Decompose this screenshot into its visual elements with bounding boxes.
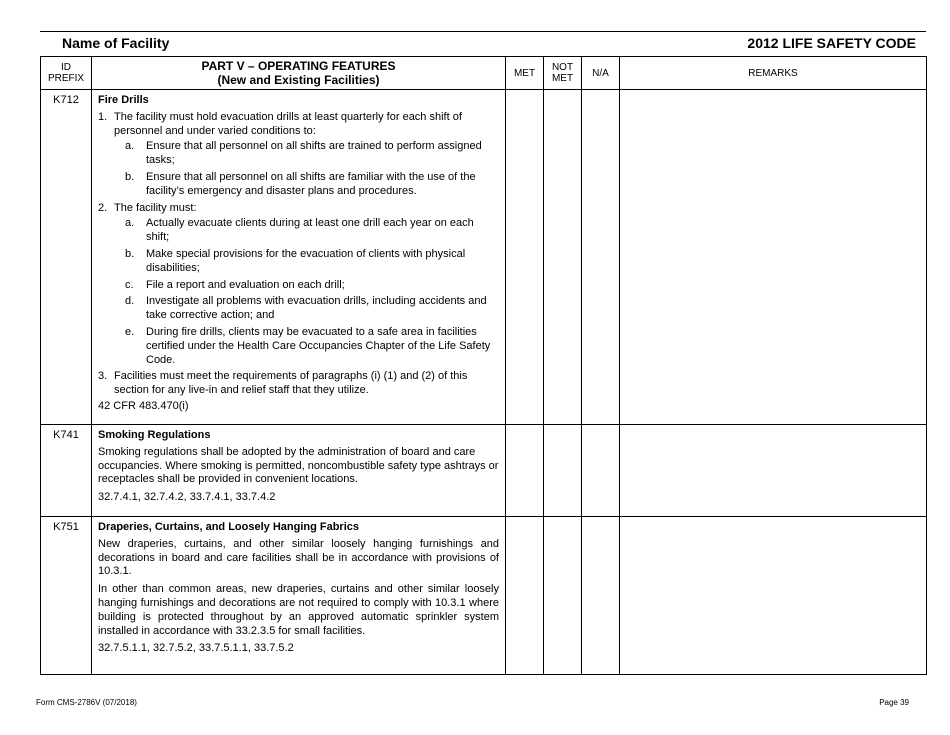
list-item: 2. The facility must: (98, 201, 197, 214)
not-met-cell[interactable] (544, 517, 582, 675)
list-item: 1. The facility must hold evacuation drills at least quarterly for each shift of personnel and under varied conditions to: (98, 110, 462, 137)
id-cell-k712: K712 (41, 90, 92, 425)
header-rule (40, 31, 926, 32)
paragraph: In other than common areas, new draperies, curtains and other similar loosely hanging furnishings and decorations are not required to comply with 10.3.1 where building is protected throughout by an approved automatic sprinkler system installed in accordance with 33.2.3.5 for small facilities. (98, 583, 499, 637)
regulation-reference: 42 CFR 483.470(i) (98, 399, 189, 412)
page-number: Page 39 (879, 698, 909, 707)
list-item: 3. Facilities must meet the requirements of paragraphs (i) (1) and (2) of this section for any live-in and relief staff that they utilize. (98, 370, 468, 397)
not-met-header: NOT MET (544, 57, 582, 90)
code-title: 2012 LIFE SAFETY CODE (747, 35, 916, 51)
paragraph: New draperies, curtains, and other similar loosely hanging furnishings and decorations in board and care facilities shall be in accordance with provisions of 10.3.1. (98, 537, 499, 578)
survey-table (40, 56, 927, 675)
paragraph: Smoking regulations shall be adopted by the administration of board and care occupancies. Where smoking is permitted, noncombustible safety type ashtrays or receptacles shall be provided in convenient locations. (98, 445, 499, 486)
list-item: b. Make special provisions for the evacuation of clients with physical disabilities; (125, 247, 466, 274)
table-row-k712 (41, 90, 927, 425)
list-item: b. Ensure that all personnel on all shifts are familiar with the use of the facility’s emergency and disaster plans and procedures. (125, 170, 476, 197)
id-prefix-header: ID PREFIX (41, 57, 92, 90)
remarks-cell[interactable] (620, 90, 927, 425)
not-met-cell[interactable] (544, 90, 582, 425)
facility-name-label: Name of Facility (62, 35, 170, 51)
list-item: d. Investigate all problems with evacuation drills, including accidents and take corrective action; and (125, 295, 487, 322)
na-cell[interactable] (582, 517, 620, 675)
na-cell[interactable] (582, 425, 620, 517)
met-cell[interactable] (506, 517, 544, 675)
id-cell-k751: K751 (41, 517, 92, 675)
met-cell[interactable] (506, 90, 544, 425)
part-header: PART V – OPERATING FEATURES (New and Existing Facilities) (92, 57, 506, 90)
met-cell[interactable] (506, 425, 544, 517)
remarks-header: REMARKS (620, 57, 927, 90)
na-cell[interactable] (582, 90, 620, 425)
met-header: MET (506, 57, 544, 90)
regulation-reference: 32.7.5.1.1, 32.7.5.2, 33.7.5.1.1, 33.7.5.2 (98, 642, 294, 655)
section-title: Draperies, Curtains, and Loosely Hanging Fabrics (98, 521, 360, 533)
list-item: a. Actually evacuate clients during at least one drill each year on each shift; (125, 217, 474, 244)
content-cell-k712 (92, 90, 506, 425)
content-cell-k741 (92, 425, 506, 517)
regulation-reference: 32.7.4.1, 32.7.4.2, 33.7.4.1, 33.7.4.2 (98, 491, 276, 504)
table-row-k751 (41, 517, 927, 675)
list-item: a. Ensure that all personnel on all shifts are trained to perform assigned tasks; (125, 140, 482, 167)
section-title: Fire Drills (98, 94, 149, 106)
form-number: Form CMS-2786V (07/2018) (36, 698, 137, 707)
table-row-k741 (41, 425, 927, 517)
remarks-cell[interactable] (620, 517, 927, 675)
na-header: N/A (582, 57, 620, 90)
id-cell-k741: K741 (41, 425, 92, 517)
content-cell-k751 (92, 517, 506, 675)
section-title: Smoking Regulations (98, 429, 211, 441)
list-item: e. During fire drills, clients may be evacuated to a safe area in facilities certified under the Health Care Occupancies Chapter of the Life Safety Code. (125, 325, 491, 366)
not-met-cell[interactable] (544, 425, 582, 517)
list-item: c. File a report and evaluation on each drill; (125, 278, 345, 291)
remarks-cell[interactable] (620, 425, 927, 517)
table-header-row (41, 57, 927, 90)
